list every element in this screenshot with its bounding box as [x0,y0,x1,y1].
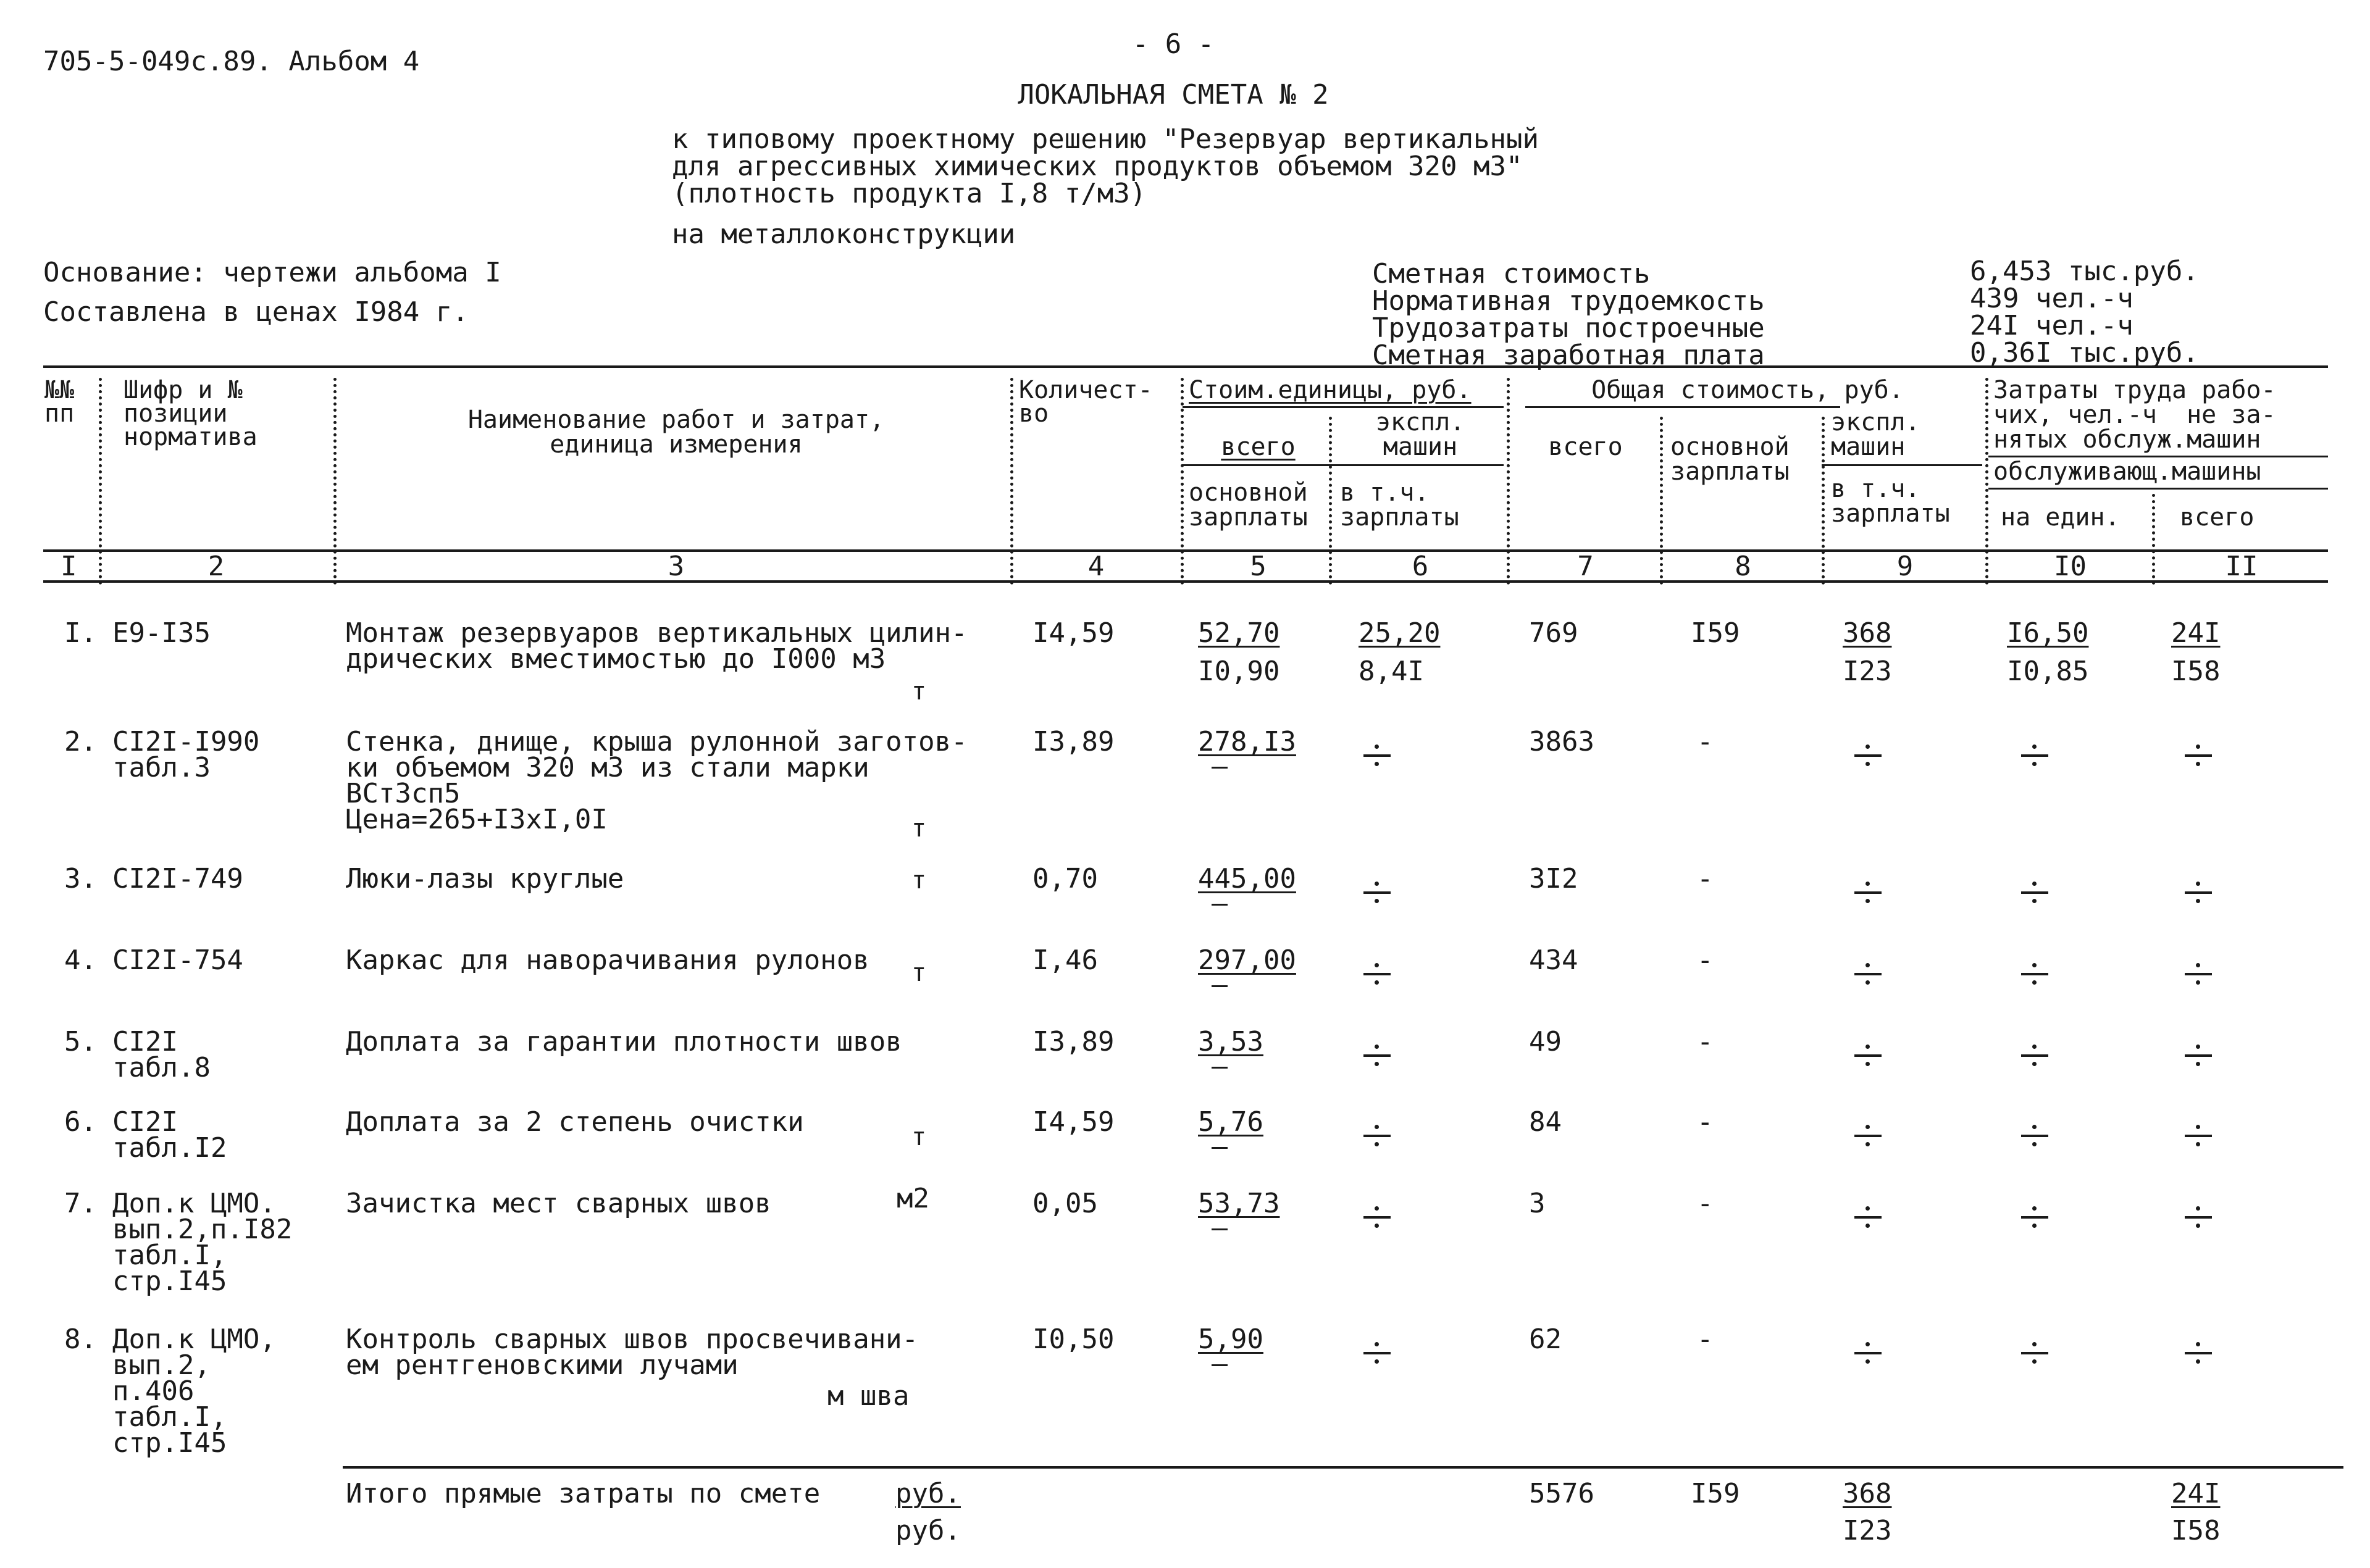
row-unit-total: 5,90 [1198,1324,1263,1355]
divide-mark-icon [2174,1201,2223,1232]
table-top-rule [43,365,2328,368]
summary-label: Нормативная трудоемкость [1372,285,1765,317]
col-header-code: норматива [124,423,258,451]
row-qty: I3,89 [1032,726,1115,757]
divide-mark-icon [1352,1120,1402,1151]
row-unit-total: 53,73 [1198,1188,1280,1219]
header-subrule [1822,464,1982,466]
column-separator [1507,378,1510,585]
row-qty: I0,50 [1032,1324,1115,1355]
col-header-total-machine-wages: в т.ч. [1831,475,1920,503]
row-qty: I4,59 [1032,617,1115,649]
row-code: СI2I [112,1026,178,1057]
col-number: 2 [207,551,225,582]
column-separator [2152,494,2155,585]
row-number: 8. [64,1324,97,1355]
col-header-total-machine-wages: зарплаты [1831,499,1950,528]
row-qty: 0,05 [1032,1188,1098,1219]
col-header-labor: нятых обслуж.машин [1993,425,2261,454]
total-labor-serving: I58 [2171,1515,2221,1546]
row-code: СI2I-I990 [112,726,260,757]
row-unit: т [911,814,927,843]
col-header-unit-total: всего [1221,433,1296,461]
divide-mark-icon [2010,1040,2059,1070]
row-unit-machine-wages: 8,4I [1359,656,1424,687]
column-separator [99,378,102,585]
row-code: вып.2,п.I82 [112,1214,293,1245]
divide-mark-icon [2174,1337,2223,1368]
col-header-labor: Затраты труда рабо- [1993,376,2276,404]
row-unit: т [911,677,927,706]
row-name: дрических вместимостью до I000 м3 [346,643,886,675]
col-number: 6 [1412,551,1429,582]
empty-dash [1212,767,1228,769]
row-code: СI2I-754 [112,945,243,976]
row-unit-total: 297,00 [1198,945,1296,976]
row-name: Цена=265+I3хI,0I [346,804,608,835]
divide-mark-icon [1843,1120,1893,1151]
row-number: 5. [64,1026,97,1057]
row-total-wages: - [1697,726,1714,757]
row-name: ем рентгеновскими лучами [346,1349,739,1381]
divide-mark-icon [1352,958,1402,989]
row-name: Стенка, днище, крыша рулонной заготов- [346,726,968,757]
row-number: 3. [64,863,97,895]
row-total: 3I2 [1529,863,1578,895]
row-labor-total: 24I [2171,617,2221,649]
divide-mark-icon [2174,958,2223,989]
row-code: СI2I-749 [112,863,243,895]
column-separator [1181,378,1184,585]
row-qty: I,46 [1032,945,1098,976]
row-unit: т [911,866,927,895]
row-code: табл.I, [112,1240,227,1271]
document-title: ЛОКАЛЬНАЯ СМЕТА № 2 [1018,79,1329,111]
col-number: I0 [2054,551,2087,582]
row-unit-total: 278,I3 [1198,726,1296,757]
col-header-total-wages: зарплаты [1670,457,1790,486]
divide-mark-icon [1352,877,1402,907]
col-header-total: всего [1548,433,1623,461]
col-number: II [2225,551,2258,582]
row-code: Доп.к ЦМО, [112,1324,276,1355]
row-name: Каркас для наворачивания рулонов [346,945,869,976]
column-separator [1822,417,1825,585]
row-unit-total: 3,53 [1198,1026,1263,1057]
col-header-code: позиции [124,399,228,428]
total-labor: 24I [2171,1478,2221,1509]
divide-mark-icon [2010,1201,2059,1232]
subtitle-line-1: к типовому проектному решению "Резервуар вертикальный [672,123,1539,155]
row-total: 3 [1529,1188,1546,1219]
summary-label: Сметная заработная плата [1372,340,1765,371]
divide-mark-icon [2174,877,2223,907]
row-code: Доп.к ЦМО. [112,1188,276,1219]
divide-mark-icon [1352,740,1402,770]
row-total: 3863 [1529,726,1594,757]
col-header-labor: обслуживающ.машины [1993,457,2261,486]
row-name: Монтаж резервуаров вертикальных цилин- [346,617,968,649]
divide-mark-icon [1352,1201,1402,1232]
row-unit: т [911,1123,927,1151]
divide-mark-icon [1843,958,1893,989]
row-unit: м2 [897,1183,929,1214]
col-header-labor: чих, чел.-ч не за- [1993,401,2276,429]
subtitle-line-2: для агрессивных химических продуктов объемом 320 м3" [672,151,1523,182]
total-machine-wages: I23 [1843,1515,1892,1546]
col-header-total-machines: экспл. [1831,408,1920,436]
column-separator [1010,378,1013,585]
divide-mark-icon [1843,740,1893,770]
col-header-unit-cost: Стоим.единицы, руб. [1189,376,1472,404]
row-labor-unit: I6,50 [2007,617,2089,649]
divide-mark-icon [2174,1120,2223,1151]
row-number: 6. [64,1106,97,1138]
total-machines: 368 [1843,1478,1892,1509]
empty-dash [1212,904,1228,906]
document-code: 705-5-049с.89. Альбом 4 [43,46,420,77]
page-number: - 6 - [1132,28,1215,60]
basis-text: Основание: чертежи альбома I [43,257,501,288]
row-unit: т [911,959,927,987]
divide-mark-icon [1352,1040,1402,1070]
row-total: 84 [1529,1106,1562,1138]
total-cost: 5576 [1529,1478,1594,1509]
summary-label: Сметная стоимость [1372,258,1651,290]
row-number: I. [64,617,97,649]
row-total-wages: I59 [1691,617,1740,649]
row-code: табл.8 [112,1052,211,1083]
empty-dash [1212,1147,1228,1149]
row-unit: м шва [827,1380,910,1412]
divide-mark-icon [1352,1337,1402,1368]
row-total-wages: - [1697,1106,1714,1138]
divide-mark-icon [2010,877,2059,907]
row-name: ки объемом 320 м3 из стали марки [346,752,869,783]
header-subrule [1988,488,2328,490]
divide-mark-icon [1843,877,1893,907]
header-subrule [1525,406,1840,408]
col-header-name: единица измерения [550,430,803,459]
row-labor-total-serving: I58 [2171,656,2221,687]
row-code: табл.3 [112,752,211,783]
row-number: 4. [64,945,97,976]
row-name: ВСт3сп5 [346,778,461,809]
empty-dash [1212,985,1228,987]
row-code: Е9-I35 [112,617,211,649]
row-total-wages: - [1697,945,1714,976]
row-code: СI2I [112,1106,178,1138]
row-name: Контроль сварных швов просвечивани- [346,1324,919,1355]
total-wages: I59 [1691,1478,1740,1509]
row-unit-machines: 25,20 [1359,617,1441,649]
row-unit-total: 445,00 [1198,863,1296,895]
col-header-total-cost: Общая стоимость, руб. [1591,376,1904,404]
summary-value: 0,36I тыс.руб. [1970,337,2199,369]
col-header-code: Шифр и № [124,376,243,404]
col-number: 7 [1577,551,1594,582]
col-header-unit-machines: машин [1383,433,1458,461]
row-labor-unit-serving: I0,85 [2007,656,2089,687]
col-number: 9 [1896,551,1914,582]
col-header-qty: во [1019,399,1049,428]
divide-mark-icon [1843,1337,1893,1368]
divide-mark-icon [2010,740,2059,770]
row-total-machine-wages: I23 [1843,656,1892,687]
divide-mark-icon [2174,740,2223,770]
summary-value: 439 чел.-ч [1970,283,2133,314]
col-header-name: Наименование работ и затрат, [467,406,885,434]
row-total: 62 [1529,1324,1562,1355]
divide-mark-icon [1843,1040,1893,1070]
row-name: Доплата за 2 степень очистки [346,1106,804,1138]
col-number: 8 [1735,551,1751,582]
col-number: 4 [1087,551,1105,582]
row-code: табл.I2 [112,1132,227,1164]
divide-mark-icon [1843,1201,1893,1232]
col-header-unit-machine-wages: зарплаты [1340,503,1459,532]
row-number: 7. [64,1188,97,1219]
row-unit-total: 52,70 [1198,617,1280,649]
column-separator [1985,378,1988,585]
subtitle-line-3: (плотность продукта I,8 т/м3) [672,178,1147,209]
column-separator [1329,417,1332,585]
row-code: табл.I, [112,1401,227,1433]
divide-mark-icon [2010,1337,2059,1368]
row-total: 434 [1529,945,1578,976]
row-qty: I3,89 [1032,1026,1115,1057]
row-code: стр.I45 [112,1427,227,1459]
col-header-labor-total: всего [2180,503,2255,532]
summary-label: Трудозатраты построечные [1372,312,1765,344]
prices-text: Составлена в ценах I984 г. [43,296,469,328]
total-unit: руб. [895,1478,961,1509]
row-total-wages: - [1697,1026,1714,1057]
row-unit-wages: I0,90 [1198,656,1280,687]
row-total-wages: - [1697,1324,1714,1355]
row-code: п.406 [112,1375,195,1407]
col-header-unit-wages: зарплаты [1189,503,1308,532]
row-qty: 0,70 [1032,863,1098,895]
row-unit-total: 5,76 [1198,1106,1263,1138]
empty-dash [1212,1067,1228,1069]
row-name: Люки-лазы круглые [346,863,624,895]
col-header-num: пп [44,399,75,428]
col-header-total-wages: основной [1670,433,1790,461]
row-total-wages: - [1697,1188,1714,1219]
total-label: Итого прямые затраты по смете [346,1478,821,1509]
row-code: вып.2, [112,1349,211,1381]
divide-mark-icon [2010,958,2059,989]
subtitle-line-4: на металлоконструкции [672,219,1016,250]
empty-dash [1212,1364,1228,1366]
divide-mark-icon [2010,1120,2059,1151]
col-header-unit-machine-wages: в т.ч. [1340,478,1430,507]
row-name: Зачистка мест сварных швов [346,1188,771,1219]
col-number: I [61,551,77,582]
header-subrule [1183,464,1504,466]
empty-dash [1212,1228,1228,1230]
col-header-total-machines: машин [1831,433,1906,461]
row-total-machines: 368 [1843,617,1892,649]
col-header-unit-wages: основной [1189,478,1308,507]
summary-value: 6,453 тыс.руб. [1970,256,2199,287]
divide-mark-icon [2174,1040,2223,1070]
row-code: стр.I45 [112,1266,227,1297]
row-total: 49 [1529,1026,1562,1057]
row-number: 2. [64,726,97,757]
total-unit: руб. [895,1515,961,1546]
col-header-num: №№ [44,376,75,404]
row-name: Доплата за гарантии плотности швов [346,1026,902,1057]
column-separator [1660,417,1663,585]
column-separator [333,378,337,585]
row-total: 769 [1529,617,1578,649]
row-total-wages: - [1697,863,1714,895]
summary-value: 24I чел.-ч [1970,310,2133,341]
col-number: 3 [668,551,685,582]
col-number: 5 [1250,551,1267,582]
total-rule [343,1466,2343,1469]
col-header-qty: Количест- [1019,376,1153,404]
row-qty: I4,59 [1032,1106,1115,1138]
col-header-unit-machines: экспл. [1375,408,1465,436]
col-header-labor-unit: на един. [2001,503,2120,532]
